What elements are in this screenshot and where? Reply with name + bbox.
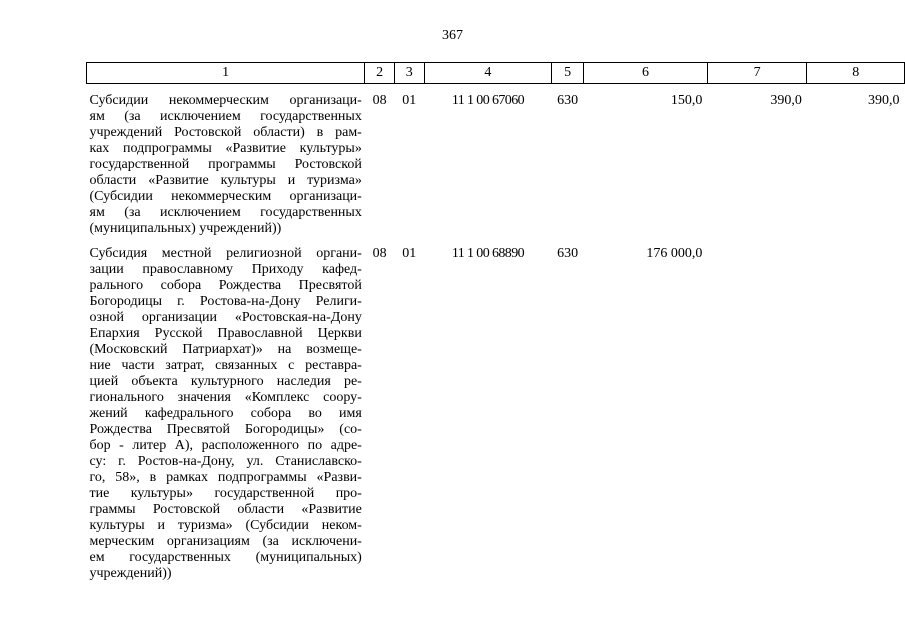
description-line: (муниципальных) учреждений)) bbox=[89, 221, 282, 236]
header-cell: 8 bbox=[807, 63, 905, 84]
description-line: учреждений Ростовской области) в рам- bbox=[89, 125, 362, 140]
description-line: гионального значения «Комплекс соору- bbox=[89, 390, 362, 405]
description-line: ям (за исключением государственных bbox=[89, 205, 362, 220]
cell-subsection: 01 bbox=[402, 93, 417, 108]
description-line: культуры и туризма» (Субсидии неком- bbox=[89, 518, 362, 533]
description-line: Субсидия местной религиозной органи- bbox=[89, 246, 362, 261]
description-line: рального собора Рождества Пресвятой bbox=[89, 278, 362, 293]
cell-amount-8: 390,0 bbox=[868, 93, 900, 108]
description-line: цией объекта культурного наследия ре- bbox=[89, 374, 362, 389]
cell-amount-6: 176 000,0 bbox=[646, 246, 703, 261]
cell-amount-7 bbox=[707, 237, 807, 582]
description-line: зации православному Приходу кафед- bbox=[89, 262, 362, 277]
cell-amount-6: 150,0 bbox=[670, 93, 703, 108]
cell-expense-type: 630 bbox=[557, 246, 579, 261]
description-line: (Московский Патриархат)» на возмеще- bbox=[89, 342, 362, 357]
description-line: мерческим организациям (за исключени- bbox=[89, 534, 362, 549]
cell-subsection: 01 bbox=[402, 246, 417, 261]
description-line: учреждений)) bbox=[89, 566, 172, 581]
row-description bbox=[87, 237, 365, 582]
description-line: ем государственных (муниципальных) bbox=[89, 550, 362, 565]
description-line: ние части затрат, связанных с реставра- bbox=[89, 358, 362, 373]
header-cell: 3 bbox=[394, 63, 424, 84]
header-cell: 4 bbox=[424, 63, 552, 84]
header-cell: 5 bbox=[552, 63, 584, 84]
description-line: Субсидии некоммерческим организаци- bbox=[89, 93, 362, 108]
table-row bbox=[87, 237, 905, 582]
cell-amount-7: 390,0 bbox=[770, 93, 802, 108]
cell-expense-type: 630 bbox=[557, 93, 579, 108]
description-line: озной организации «Ростовская-на-Дону bbox=[89, 310, 362, 325]
header-cell: 6 bbox=[584, 63, 708, 84]
page-number: 367 bbox=[442, 28, 463, 43]
description-line: Епархия Русской Православной Церкви bbox=[89, 326, 362, 341]
table-header-row bbox=[87, 63, 905, 84]
row-description bbox=[87, 84, 365, 238]
description-line: (Субсидии некоммерческим организаци- bbox=[89, 189, 362, 204]
description-line: тие культуры» государственной про- bbox=[89, 486, 362, 501]
cell-section: 08 bbox=[372, 93, 387, 108]
description-line: го, 58», в рамках подпрограммы «Разви- bbox=[89, 470, 362, 485]
header-cell: 1 bbox=[87, 63, 365, 84]
description-line: су: г. Ростов-на-Дону, ул. Станиславско- bbox=[89, 454, 362, 469]
cell-amount-8 bbox=[807, 237, 905, 582]
table-row bbox=[87, 84, 905, 238]
cell-target-code: 11 1 00 68890 bbox=[451, 246, 525, 261]
description-line: бор - литер А), расположенного по адре- bbox=[89, 438, 362, 453]
description-line: граммы Ростовской области «Развитие bbox=[89, 502, 362, 517]
budget-table bbox=[86, 62, 905, 582]
description-line: области «Развитие культуры и туризма» bbox=[89, 173, 362, 188]
description-line: государственной программы Ростовской bbox=[89, 157, 362, 172]
description-line: Рождества Пресвятой Богородицы» (со- bbox=[89, 422, 362, 437]
description-line: Богородицы г. Ростова-на-Дону Религи- bbox=[89, 294, 362, 309]
cell-section: 08 bbox=[372, 246, 387, 261]
description-line: жений кафедрального собора во имя bbox=[89, 406, 362, 421]
header-cell: 7 bbox=[707, 63, 807, 84]
header-cell: 2 bbox=[365, 63, 395, 84]
description-line: ках подпрограммы «Развитие культуры» bbox=[89, 141, 362, 156]
description-line: ям (за исключением государственных bbox=[89, 109, 362, 124]
cell-target-code: 11 1 00 67060 bbox=[451, 93, 525, 108]
